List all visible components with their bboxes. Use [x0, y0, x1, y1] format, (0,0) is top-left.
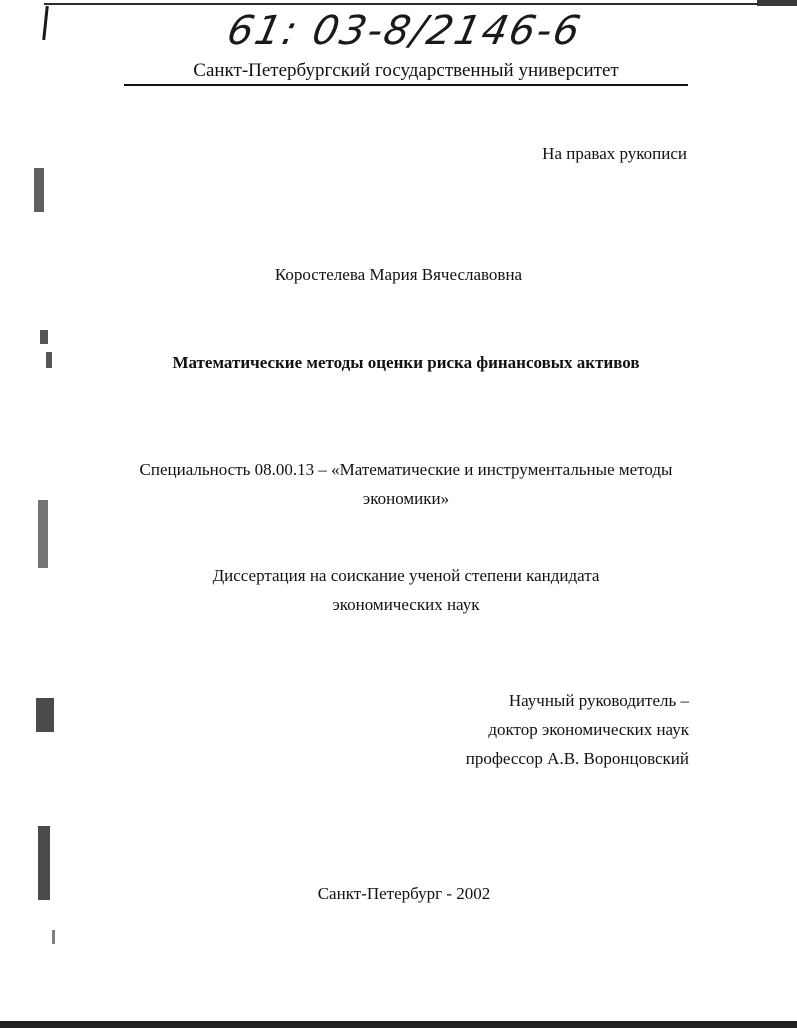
binding-hole-artifact: [46, 352, 52, 368]
binding-hole-artifact: [40, 330, 48, 344]
city-year: Санкт-Петербург - 2002: [317, 884, 491, 903]
specialty-block: [124, 455, 688, 513]
handwritten-archive-code: 61: 03-8/2146-6: [223, 8, 586, 54]
scan-corner-artifact: [757, 0, 797, 6]
degree-block: [124, 561, 688, 619]
dissertation-title: Математические методы оценки риска финансовых активов: [172, 353, 640, 372]
university-name: Санкт-Петербургский государственный университет: [193, 60, 619, 81]
advisor-line-1: Научный руководитель –: [508, 691, 689, 710]
binding-hole-artifact: [38, 826, 50, 900]
rights-notice: На правах рукописи: [542, 144, 687, 163]
scan-bottom-border: [0, 1021, 797, 1028]
header-underline: [124, 84, 688, 86]
handwritten-mark: [42, 6, 49, 40]
binding-hole-artifact: [52, 930, 55, 944]
binding-hole-artifact: [36, 698, 54, 732]
specialty-line-1: Специальность 08.00.13 – «Математические и инструментальные методы: [139, 460, 673, 479]
degree-line-2: экономических наук: [332, 595, 480, 614]
binding-hole-artifact: [34, 168, 44, 212]
author-name: Коростелева Мария Вячеславовна: [274, 265, 523, 284]
advisor-block: [466, 686, 689, 773]
specialty-line-2: экономики»: [362, 489, 450, 508]
degree-line-1: Диссертация на соискание ученой степени кандидата: [212, 566, 600, 585]
advisor-line-2: доктор экономических наук: [488, 720, 689, 739]
scan-top-border: [44, 3, 759, 5]
advisor-line-3: профессор А.В. Воронцовский: [465, 749, 689, 768]
binding-hole-artifact: [38, 500, 48, 568]
